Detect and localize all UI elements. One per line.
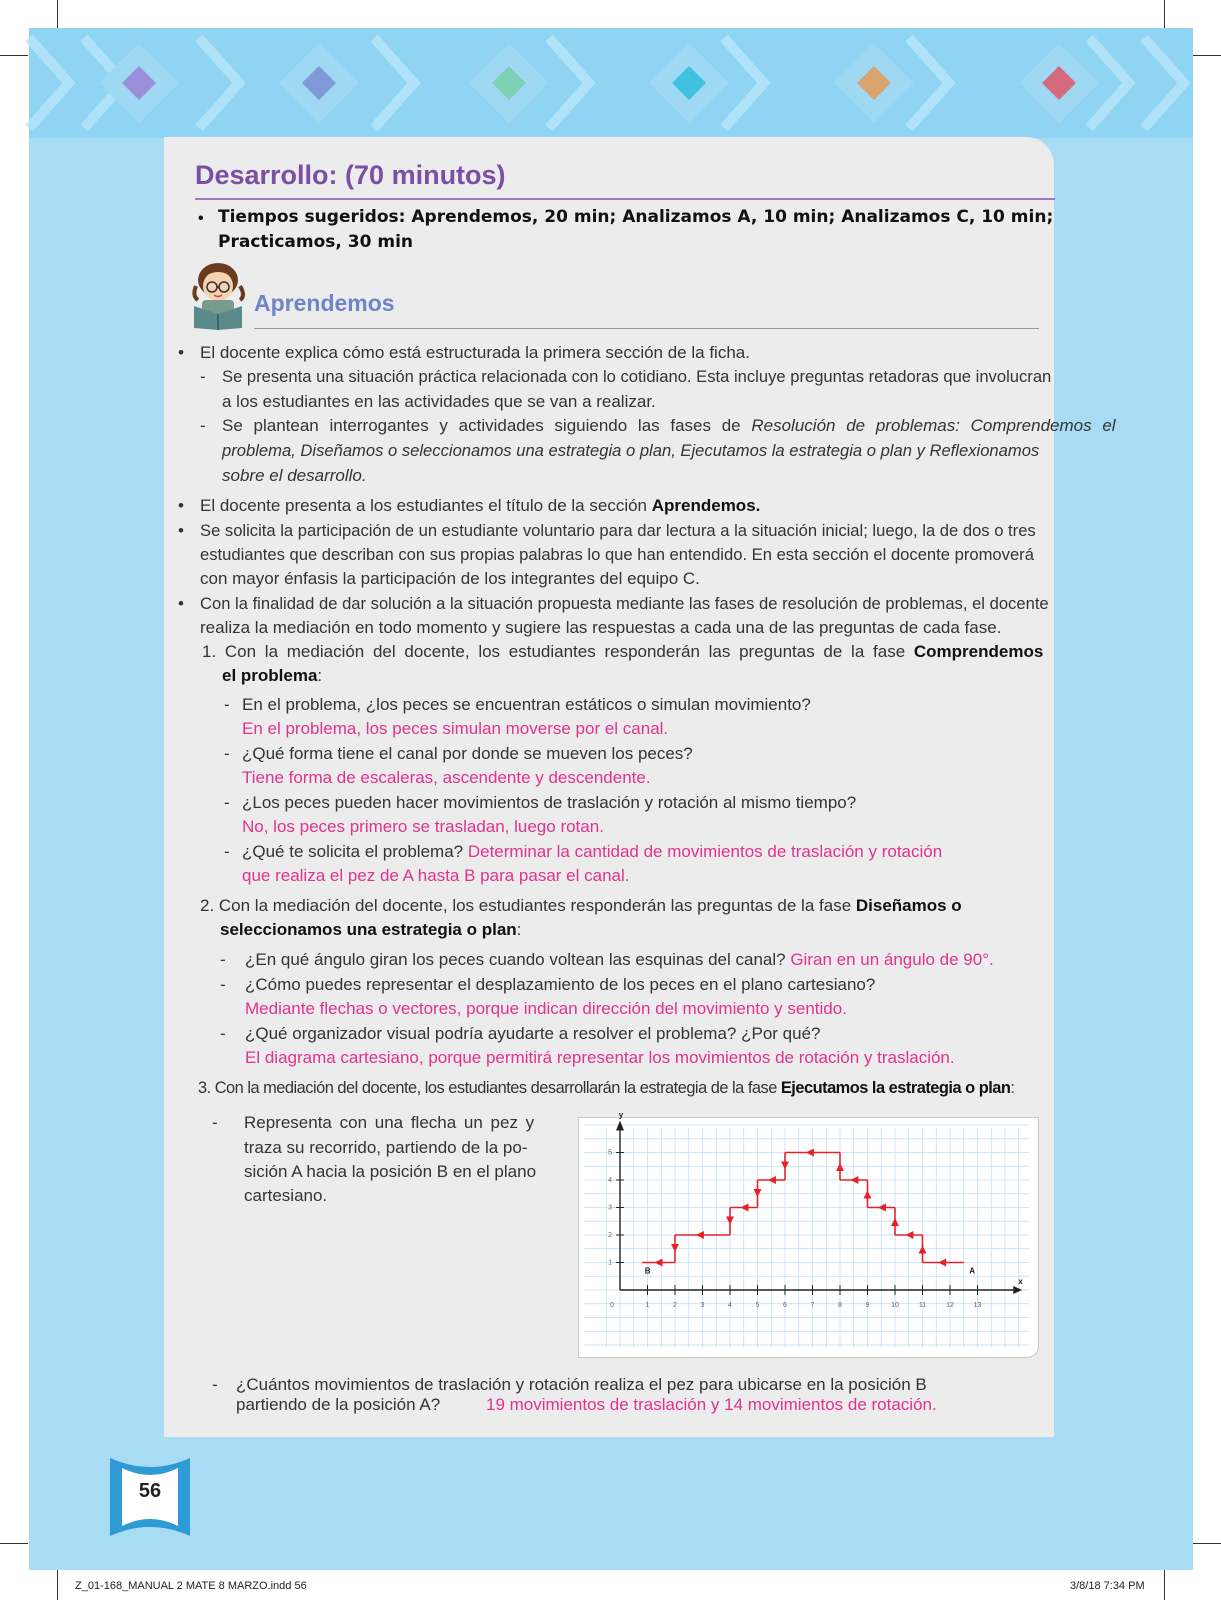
bullet-text: con mayor énfasis la participación de los integrantes del equipo C. — [200, 569, 700, 588]
fish-arrow — [878, 1204, 886, 1212]
sub-item-text: a los estudiantes en las actividades que se van a realizar. — [222, 392, 656, 411]
step-heading-colon: : — [317, 666, 323, 685]
step-heading — [198, 1076, 1014, 1100]
answer-text: Determinar la cantidad de movimientos de traslación y rotación — [467, 842, 943, 861]
answer-text: que realiza el pez de A hasta B para pasar el canal. — [242, 866, 630, 885]
bullet-text: realiza la mediación en todo momento y sugiere las respuestas a cada una de las preguntas de cada fase. — [200, 618, 1002, 637]
x-tick-label: 8 — [838, 1302, 842, 1309]
sub-item-text — [222, 414, 1116, 438]
date-info: 3/8/18 7:34 PM — [1070, 1580, 1145, 1592]
task-text: cartesiano. — [244, 1186, 328, 1205]
question-text: ¿Cuántos movimientos de traslación y rotación realiza el pez para ubicarse en la posición B — [236, 1375, 927, 1394]
step-heading-bold: seleccionamos una estrategia o plan — [220, 920, 517, 939]
crop-mark — [57, 1570, 58, 1600]
y-tick-label: 5 — [608, 1149, 612, 1157]
y-tick-label: 1 — [608, 1259, 612, 1267]
crop-mark — [1193, 1543, 1221, 1544]
page-title: Desarrollo: (70 minutos) — [195, 160, 506, 190]
x-tick-label: 2 — [673, 1302, 677, 1309]
dash-marker: - — [224, 793, 230, 812]
step-heading-bold: Diseñamos o — [855, 896, 962, 915]
x-tick-label: 3 — [700, 1302, 705, 1309]
dash-marker: - — [224, 744, 230, 763]
suggested-times-line1: Tiempos sugeridos: Aprendemos, 20 min; Analizamos A, 10 min; Analizamos C, 10 min; — [218, 207, 1054, 227]
x-tick-label: 4 — [728, 1302, 732, 1309]
x-tick-label: 5 — [755, 1302, 760, 1309]
question-text-a: ¿En qué ángulo giran los peces cuando voltean las esquinas del canal? — [245, 950, 791, 969]
crop-mark — [0, 1543, 28, 1544]
dash-marker: - — [224, 695, 230, 714]
sub-item-text-a: Se plantean interrogantes y actividades siguiendo las fases de — [222, 416, 752, 435]
fish-arrow — [905, 1231, 913, 1239]
dash-marker: - — [220, 950, 226, 969]
bullet-marker: • — [198, 210, 204, 227]
x-axis-arrow — [1013, 1286, 1022, 1294]
y-tick-label: 3 — [608, 1204, 612, 1212]
section-title: Aprendemos — [254, 290, 395, 316]
question-text: En el problema, ¿los peces se encuentran estáticos o simulan movimiento? — [242, 695, 811, 714]
bullet-text: Con la finalidad de dar solución a la situación propuesta mediante las fases de resolución de problemas, el docente — [200, 594, 1049, 613]
question-text: ¿Los peces pueden hacer movimientos de traslación y rotación al mismo tiempo? — [242, 793, 857, 812]
question-text: ¿Cómo puedes representar el desplazamiento de los peces en el plano cartesiano? — [245, 975, 876, 994]
y-tick-label: 2 — [608, 1232, 612, 1239]
sub-item-text: Se presenta una situación práctica relacionada con lo cotidiano. Esta incluye preguntas retadoras que involucran — [222, 367, 1052, 386]
crop-mark — [1164, 1570, 1165, 1600]
question-text — [242, 840, 942, 864]
point-b-label: B — [644, 1266, 651, 1276]
crop-mark — [57, 0, 58, 28]
fish-arrow — [938, 1259, 946, 1267]
file-info: Z_01-168_MANUAL 2 MATE 8 MARZO.indd 56 — [75, 1580, 307, 1592]
section-divider — [254, 328, 1039, 329]
bullet-text: Se solicita la participación de un estudiante voluntario para dar lectura a la situación inicial; luego, la de dos o tres — [200, 521, 1036, 540]
fish-arrow — [864, 1190, 872, 1198]
step-heading — [222, 664, 322, 688]
fish-arrow — [806, 1149, 814, 1157]
origin-label: 0 — [610, 1302, 614, 1309]
answer-text: Tiene forma de escaleras, ascendente y descendente. — [242, 768, 651, 787]
fish-arrow — [655, 1259, 663, 1267]
question-text: partiendo de la posición A? — [236, 1395, 441, 1414]
step-heading-a: 3. Con la mediación del docente, los estudiantes desarrollarán la estrategia de la fase — [198, 1079, 781, 1097]
bullet-marker: • — [178, 343, 184, 362]
dash-marker: - — [220, 1024, 226, 1043]
girl-reading-icon — [188, 262, 254, 330]
fish-arrow — [781, 1162, 789, 1170]
step-heading-a: 1. Con la mediación del docente, los estudiantes responderán las preguntas de la fase — [202, 642, 914, 661]
dash-marker: - — [200, 416, 206, 435]
fish-arrow — [850, 1176, 858, 1184]
bullet-text — [200, 494, 760, 518]
dash-marker: - — [224, 842, 230, 861]
step-heading-bold: el problema — [222, 666, 318, 685]
x-tick-label: 11 — [918, 1302, 927, 1309]
step-heading — [202, 640, 1043, 664]
answer-text: 19 movimientos de traslación y 14 movimientos de rotación. — [486, 1395, 937, 1414]
task-text: traza su recorrido, partiendo de la po- — [244, 1138, 528, 1157]
dash-marker: - — [212, 1113, 218, 1132]
y-tick-label: 4 — [608, 1177, 612, 1184]
title-divider — [195, 198, 1055, 200]
fish-arrow — [836, 1163, 844, 1171]
x-tick-label: 10 — [891, 1302, 899, 1309]
x-tick-label: 1 — [645, 1302, 650, 1309]
suggested-times-line2: Practicamos, 30 min — [218, 232, 414, 252]
fish-arrow — [726, 1217, 734, 1225]
y-axis-label: y — [618, 1110, 624, 1120]
question-text-a: ¿Qué te solicita el problema? — [242, 842, 468, 861]
step-heading-colon: : — [516, 920, 522, 939]
answer-text: No, los peces primero se trasladan, luego rotan. — [242, 817, 604, 836]
step-heading-colon: : — [1010, 1079, 1015, 1097]
fish-arrow — [891, 1218, 899, 1226]
task-text: sición A hacia la posición B en el plano — [244, 1162, 537, 1181]
x-tick-label: 9 — [865, 1302, 870, 1309]
fish-arrow — [768, 1176, 776, 1184]
bullet-marker: • — [178, 521, 184, 540]
sub-item-text-italic: sobre el desarrollo. — [222, 466, 367, 485]
bullet-text: El docente explica cómo está estructurada la primera sección de la ficha. — [200, 343, 750, 362]
sub-item-text-italic: problema, Diseñamos o seleccionamos una estrategia o plan, Ejecutamos la estrategia o plan y Reflexionamos — [222, 441, 1040, 460]
decorative-banner — [29, 28, 1193, 138]
bullet-text-a: El docente presenta a los estudiantes el título de la sección — [200, 496, 652, 515]
task-text: Representa con una flecha un pez y — [244, 1113, 535, 1132]
answer-text: Giran en un ángulo de 90°. — [790, 950, 994, 969]
x-tick-label: 7 — [810, 1302, 815, 1309]
fish-arrow — [696, 1231, 704, 1239]
crop-mark — [0, 55, 28, 56]
dash-marker: - — [220, 975, 226, 994]
cartesian-graph-frame — [578, 1110, 1039, 1358]
dash-marker: - — [212, 1375, 218, 1394]
answer-text: Mediante flechas o vectores, porque indican dirección del movimiento y sentido. — [245, 999, 847, 1018]
question-text: ¿Qué forma tiene el canal por donde se mueven los peces? — [242, 744, 693, 763]
x-axis-label: x — [1018, 1277, 1023, 1286]
bullet-text-bold: Aprendemos. — [651, 496, 761, 515]
crop-mark — [1193, 55, 1221, 56]
cartesian-graph — [579, 1110, 1038, 1357]
sub-item-text-italic: Resolución de problemas: Comprendemos el — [751, 416, 1116, 435]
crop-mark — [1164, 0, 1165, 28]
step-heading-bold: Comprendemos — [913, 642, 1044, 661]
bullet-text: estudiantes que describan con sus propias palabras lo que han entendido. En esta sección el docente promoverá — [200, 545, 1034, 564]
fish-arrow — [919, 1245, 927, 1253]
step-heading — [200, 894, 962, 918]
bullet-marker: • — [178, 496, 184, 515]
point-a-label: A — [969, 1266, 976, 1276]
y-axis-arrow — [616, 1121, 624, 1131]
step-heading-bold: Ejecutamos la estrategia o plan — [780, 1079, 1011, 1097]
fish-arrow — [671, 1244, 679, 1252]
x-tick-label: 6 — [783, 1302, 787, 1309]
step-heading — [220, 918, 521, 942]
answer-text: El diagrama cartesiano, porque permitirá representar los movimientos de rotación y traslación. — [245, 1048, 955, 1067]
fish-arrow — [754, 1189, 762, 1197]
step-heading-a: 2. Con la mediación del docente, los estudiantes responderán las preguntas de la fase — [200, 896, 856, 915]
dash-marker: - — [200, 367, 206, 386]
answer-text: En el problema, los peces simulan moverse por el canal. — [242, 719, 669, 738]
page-number: 56 — [138, 1480, 162, 1502]
question-text — [245, 948, 994, 972]
x-tick-label: 12 — [946, 1302, 954, 1309]
x-tick-label: 13 — [973, 1302, 982, 1309]
question-text: ¿Qué organizador visual podría ayudarte a resolver el problema? ¿Por qué? — [245, 1024, 821, 1043]
bullet-marker: • — [178, 594, 184, 613]
fish-arrow — [740, 1204, 748, 1212]
